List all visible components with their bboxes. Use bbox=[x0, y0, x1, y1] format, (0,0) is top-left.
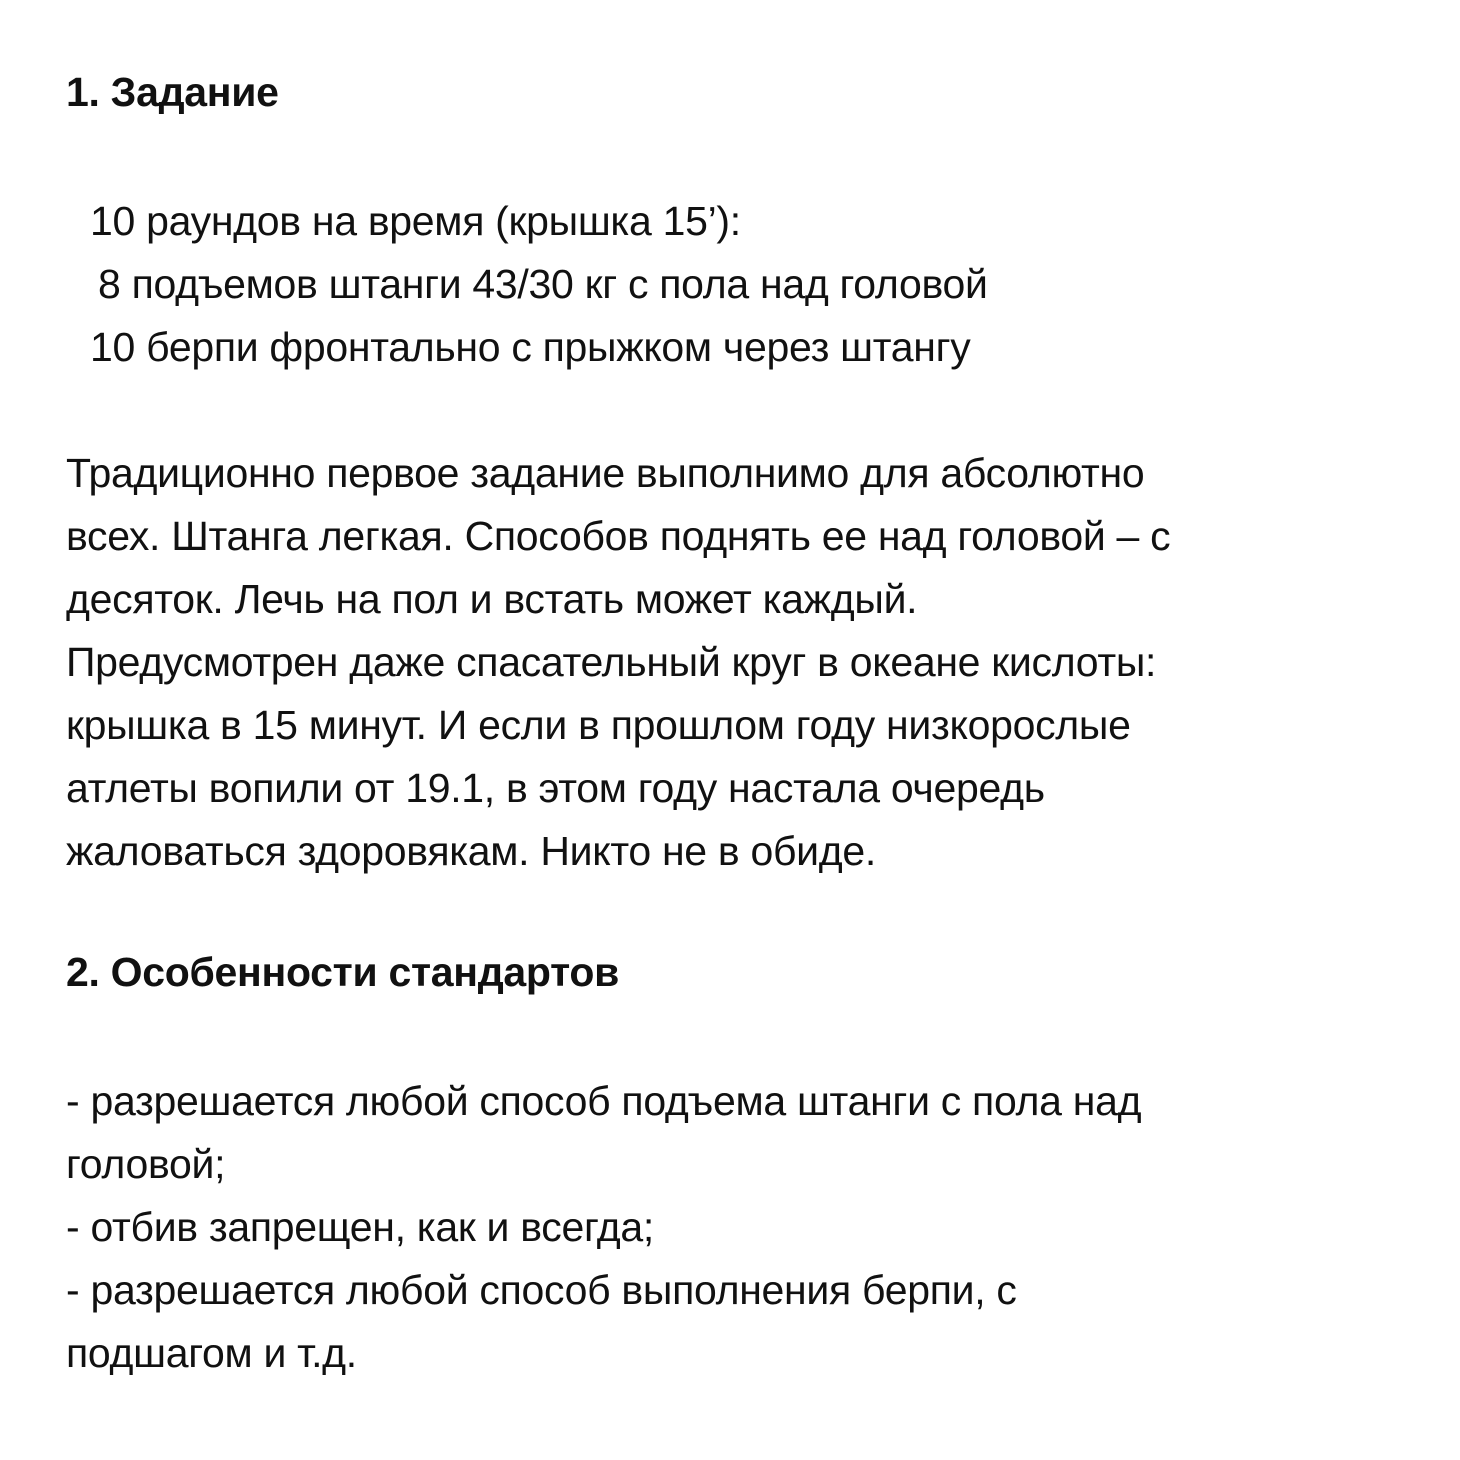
section-1-heading: 1. Задание bbox=[66, 69, 279, 115]
description-line: Традиционно первое задание выполнимо для абсолютно bbox=[66, 450, 1145, 496]
standard-line: подшагом и т.д. bbox=[66, 1330, 357, 1376]
workout-list bbox=[66, 190, 988, 379]
workout-line: 10 раундов на время (крышка 15’): bbox=[90, 198, 741, 244]
description-line: атлеты вопили от 19.1, в этом году настала очередь bbox=[66, 765, 1045, 811]
description-line: десяток. Лечь на пол и встать может каждый. bbox=[66, 576, 918, 622]
description-line: жаловаться здоровякам. Никто не в обиде. bbox=[66, 828, 876, 874]
section-1-description bbox=[66, 442, 1406, 883]
section-2-heading: 2. Особенности стандартов bbox=[66, 949, 620, 995]
workout-line: 10 берпи фронтально с прыжком через штангу bbox=[90, 324, 971, 370]
workout-line: 8 подъемов штанги 43/30 кг с пола над головой bbox=[98, 261, 988, 307]
description-line: Предусмотрен даже спасательный круг в океане кислоты: bbox=[66, 639, 1157, 685]
standard-line: - разрешается любой способ подъема штанги с пола над bbox=[66, 1078, 1142, 1124]
standard-line: - разрешается любой способ выполнения берпи, с bbox=[66, 1267, 1017, 1313]
description-line: всех. Штанга легкая. Способов поднять ее над головой – с bbox=[66, 513, 1171, 559]
standard-line: - отбив запрещен, как и всегда; bbox=[66, 1204, 655, 1250]
standards-list bbox=[66, 1070, 1141, 1385]
standard-line: головой; bbox=[66, 1141, 226, 1187]
description-line: крышка в 15 минут. И если в прошлом году низкорослые bbox=[66, 702, 1131, 748]
